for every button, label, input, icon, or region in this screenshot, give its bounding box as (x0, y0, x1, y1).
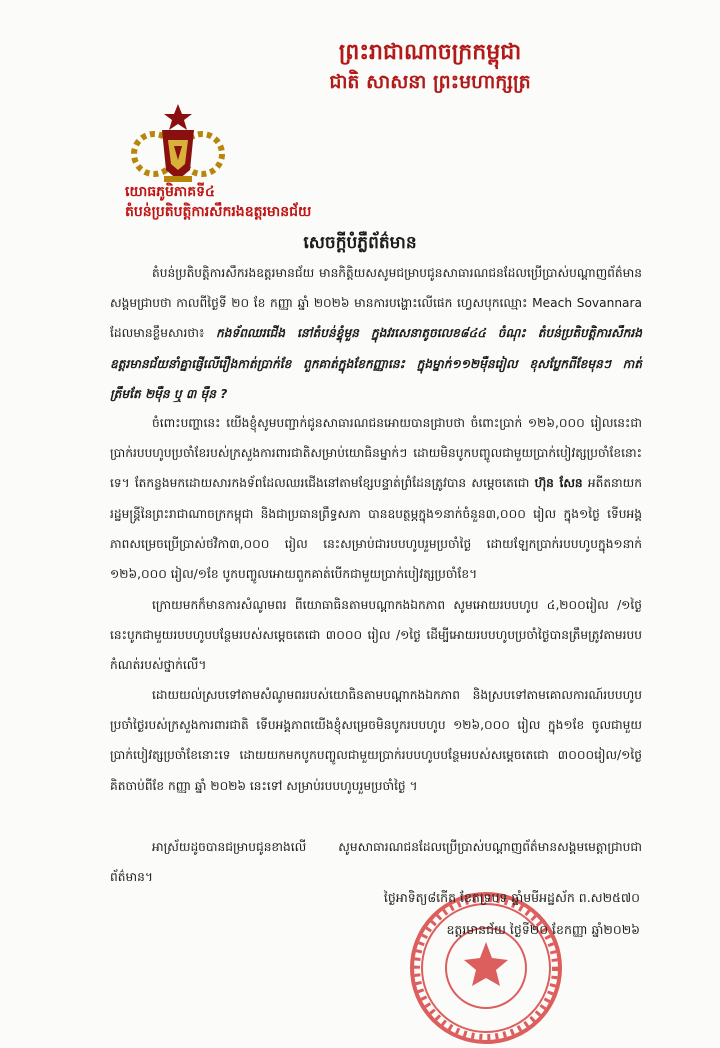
p3-text: ក្រោយមកក៏មានការសំណូមពរ ពីយោធាធិនតាមបណ្ដាកងឯកភាព សូមអោយរបបហូប ៤,២០០រៀល /១ថ្ងៃ នេះបូកជាមួយរបបហូបបន្ថែមរបស់សម្ដេចតេជោ ៣០០០ រៀល /១ថ្ងៃ ដើម្បីអោយរបបហូបប្រចាំថ្ងៃបានត្រឹមត្រូវតាមរបបកំណត់របស់ថ្នាក់លើ។ (110, 598, 642, 673)
p1-intro: តំបន់ប្រតិបត្តិការសឹករងឧត្តរមានជ័យ មានកិត្តិយសសូមជម្រាបជូនសាធារណជនដែលប្រើប្រាស់បណ្ដាញព័ត៌មានសង្គមជ្រាបថា កាលពីថ្ងៃទី ២០ ខែ កញ្ញា ឆ្នាំ ២០២៦ មានការបង្ហោះលើផេក ហ្វេសបុកឈ្មោះ (110, 266, 642, 311)
quoted-post: កងទ័ពឈរជើង នៅតំបន់ខ្ទុំមួន ក្នុងវរសេនាតូចលេខ៨៤៤ ចំណុះ តំបន់ប្រតិបត្តិការសឹករងឧត្ដរមានជ័យនាំគ្នាផ្ញើលើរឿងកាត់ប្រាក់ខែ ពួកគាត់ក្នុងខែកញ្ញានេះ ក្នុងម្នាក់១១២ម៉ឺនរៀល ខុសប្លែកពីខែមុនៗ កាត់ត្រឹមតែ ២ម៉ឺន ឬ ៣ ម៉ឺន ? (110, 326, 642, 401)
p5-text: អាស្រ័យដូចបានជម្រាបជូនខាងលើ សូមសាធារណជនដែលប្រើប្រាស់បណ្ដាញព័ត៌មានសង្គមមេត្តាជ្រាបជាព័ត៌មាន។ (110, 840, 642, 885)
p2-part-b: អតីតនាយករដ្ឋមន្ត្រីនៃព្រះរាជាណាចក្រកម្ពុជា និងជាប្រធានព្រឹទ្ធសភា បានឧបត្ថម្ភក្នុង១នាក់ចំនួន៣,០០០ រៀល ក្នុង១ថ្ងៃ ទើបអង្គភាពសម្រេចប្រើប្រាស់ថវិកា៣,០០០ រៀល នេះសម្រាប់ជារបបហូបរួមប្រចាំថ្ងៃ ដោយឡែកប្រាក់របបហូបក្នុង១នាក់ ១២៦,០០០ រៀល/១ខែ បូកបញ្ចូលអោយពួកគាត់បើកជាមួយប្រាក់បៀវត្សប្រចាំខែ។ (110, 476, 643, 582)
p1-connector: ដែលមានខ្លឹមសារថា៖ (110, 326, 216, 341)
paragraph-1 (110, 258, 642, 409)
p4-text: ដោយយល់ស្របទៅតាមសំណូមពររបស់យោធិនតាមបណ្ដាកងឯកភាព និងស្របទៅតាមគោលការណ៍របបហូបប្រចាំថ្ងៃរបស់ក្រសួងការពារជាតិ ទើបអង្គភាពយើងខ្ញុំសម្រេចមិនបូករបបហូប ១២៦,០០០ រៀល ក្នុង១ខែ ចូលជាមួយប្រាក់បៀវត្សប្រចាំខែនោះទេ ដោយយកមកបូកបញ្ចូលជាមួយប្រាក់របបហូបបន្ថែមរបស់សម្ដេចតេជោ ៣០០០រៀល/១ថ្ងៃ គិតចាប់ពីខែ កញ្ញា ឆ្នាំ ២០២៦ នេះទៅ សម្រាប់របបហូបរួមប្រចាំថ្ងៃ ។ (110, 688, 642, 793)
facebook-page-name: Meach Sovannara (532, 296, 642, 311)
person-name: ហ៊ុន សែន (534, 476, 583, 491)
signature-date-place: ឧត្តរមានជ័យ ថ្ងៃទី២០ ខែកញ្ញា ឆ្នាំ២០២៦ (446, 922, 640, 937)
paragraph-3 (110, 590, 642, 681)
military-emblem-icon (128, 100, 228, 188)
unit-name-line1: យោធភូមិភាគទី៤ (125, 184, 215, 200)
paragraph-2 (110, 408, 642, 589)
kingdom-title: ព្រះរាជាណាចក្រកម្ពុជា (338, 40, 522, 65)
unit-name-line2: តំបន់ប្រតិបត្តិការសឹករងឧត្តរមានជ័យ (125, 204, 312, 220)
document-title: សេចក្ដីបំភ្លឺព័ត៌មាន (303, 233, 417, 253)
signature-date-lunar: ថ្ងៃអាទិត្យ៨កើត ខែភទ្របទ ឆ្នាំមមីអដ្ឋស័ក ព.ស២៥៧០ (383, 890, 640, 905)
p2-part-a: ចំពោះបញ្ហានេះ យើងខ្ញុំសូមបញ្ជាក់ជូនសាធារណជនអោយបានជ្រាបថា ចំពោះប្រាក់ ១២៦,០០០ រៀលនេះជាប្រាក់របបហូបប្រចាំខែរបស់ក្រសួងការពារជាតិសម្រាប់យោធិនម្នាក់ៗ ដោយមិនបូកបញ្ចូលជាមួយប្រាក់បៀវត្សប្រចាំខែនោះទេ។ តែកន្លងមកដោយសារកងទ័ពដែលឈរជើងនៅតាមខ្សែបន្ទាត់ព្រំដែនត្រូវបាន សម្ដេចតេជោ (110, 416, 642, 491)
national-motto: ជាតិ សាសនា ព្រះមហាក្សត្រ (329, 71, 531, 93)
paragraph-4 (110, 680, 642, 801)
